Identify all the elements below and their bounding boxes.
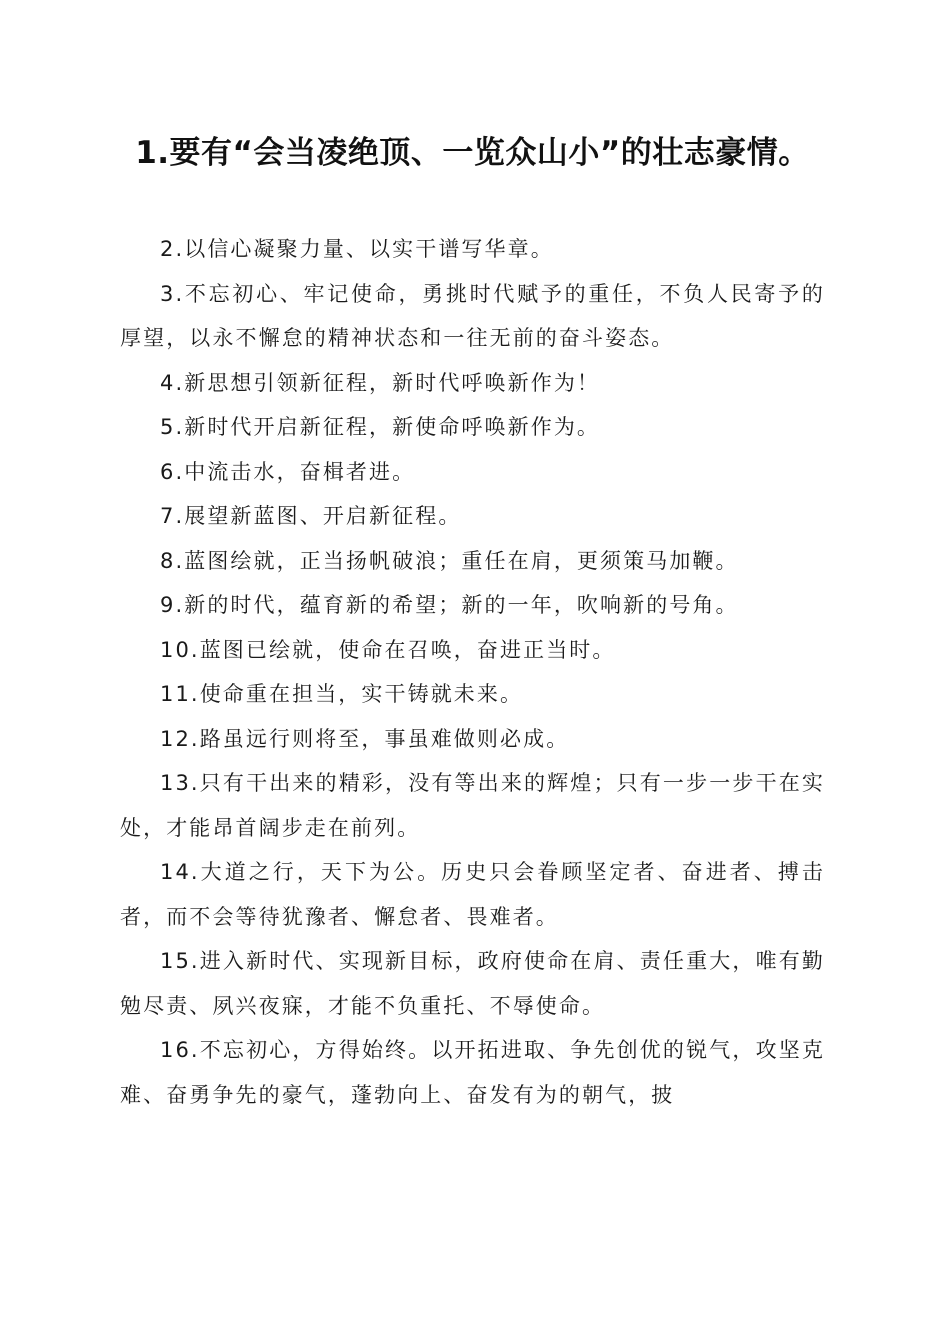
list-item: 4.新思想引领新征程，新时代呼唤新作为！ [160,370,601,395]
list-item: 11.使命重在担当，实干铸就未来。 [160,682,524,706]
list-item: 8.蓝图绘就，正当扬帆破浪；重任在肩，更须策马加鞭。 [160,548,739,573]
list-item: 3.不忘初心、牢记使命，勇挑时代赋予的重任，不负人民寄予的厚望，以永不懈怠的精神状态和一往无前的奋斗姿态。 [120,281,825,350]
list-item: 9.新的时代，蕴育新的希望；新的一年，吹响新的号角。 [160,593,739,617]
list-item: 12.路虽远行则将至，事虽难做则必成。 [160,726,570,751]
list-item: 5.新时代开启新征程，新使命呼唤新作为。 [160,415,601,439]
document-title: 1.要有“会当凌绝顶、一览众山小”的壮志豪情。 [135,135,810,171]
list-item: 14.大道之行，天下为公。历史只会眷顾坚定者、奋进者、搏击者，而不会等待犹豫者、懈怠者、畏难者。 [120,860,825,929]
list-item: 2.以信心凝聚力量、以实干谱写华章。 [160,237,554,261]
list-item: 16.不忘初心，方得始终。以开拓进取、争先创优的锐气，攻坚克难、奋勇争先的豪气，蓬勃向上、奋发有为的朝气，披 [120,1038,825,1107]
list-item: 10.蓝图已绘就，使命在召唤，奋进正当时。 [160,637,616,662]
list-item: 6.中流击水，奋楫者进。 [160,459,416,484]
document-page [120,130,825,1117]
slogan-list [120,227,825,1117]
list-item: 15.进入新时代、实现新目标，政府使命在肩、责任重大，唯有勤勉尽责、夙兴夜寐，才能不负重托、不辱使命。 [120,949,825,1018]
list-item: 13.只有干出来的精彩，没有等出来的辉煌；只有一步一步干在实处，才能昂首阔步走在前列。 [120,771,825,840]
list-item: 7.展望新蓝图、开启新征程。 [160,504,462,528]
